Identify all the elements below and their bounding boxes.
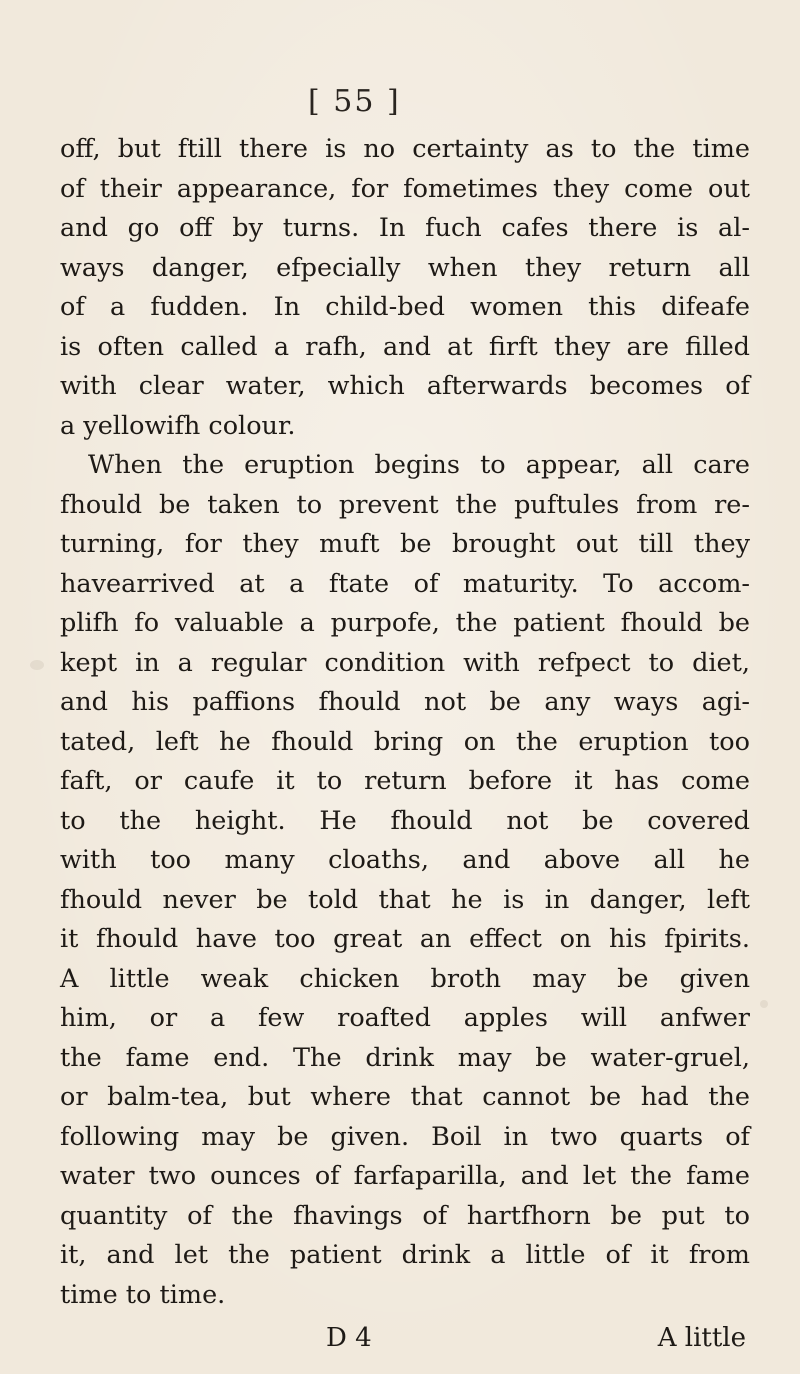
text-line: it, and let the patient drink a little of it from [60, 1240, 750, 1270]
text-line: When the eruption begins to appear, all care [88, 450, 750, 480]
text-line: off, but ftill there is no certainty as to the time [60, 134, 750, 164]
text-line: A little weak chicken broth may be given [60, 963, 750, 994]
text-line: havearrived at a ftate of maturity. To accom- [60, 568, 750, 599]
text-line: following may be given. Boil in two quarts of [60, 1121, 750, 1152]
paper-stain [30, 660, 44, 670]
text-line: quantity of the fhavings of hartfhorn be put to [60, 1200, 750, 1231]
text-line: fhould be taken to prevent the puftules from re- [60, 489, 750, 520]
catchword: A little [657, 1323, 746, 1353]
text-line: it fhould have too great an effect on his fpirits. [60, 924, 750, 954]
text-line: with too many cloaths, and above all he [60, 845, 750, 875]
text-line: of a fudden. In child-bed women this difeafe [60, 292, 750, 322]
text-line: ways danger, efpecially when they return all [60, 252, 750, 283]
text-line: of their appearance, for fometimes they come out [60, 173, 750, 204]
text-line: a yellowifh colour. [60, 410, 296, 441]
text-line: fhould never be told that he is in danger, left [60, 884, 750, 915]
signature-mark: D 4 [326, 1323, 372, 1353]
text-line: to the height. He fhould not be covered [60, 805, 750, 836]
text-line: kept in a regular condition with refpect to diet, [60, 647, 750, 678]
text-line: and go off by turns. In fuch cafes there is al- [60, 213, 750, 243]
text-line: turning, for they muft be brought out till they [60, 529, 750, 559]
text-line: time to time. [60, 1279, 226, 1310]
text-line: and his paffions fhould not be any ways agi- [60, 687, 750, 717]
text-line: with clear water, which afterwards becomes of [60, 371, 750, 401]
text-line: faft, or caufe it to return before it has come [60, 766, 750, 796]
text-line: tated, left he fhould bring on the eruption too [60, 726, 750, 757]
paper-stain [760, 1000, 768, 1008]
body-text [60, 130, 750, 1315]
text-line: the fame end. The drink may be water-gruel, [60, 1042, 750, 1073]
text-line: plifh fo valuable a purpofe, the patient fhould be [60, 608, 750, 638]
text-line: water two ounces of farfaparilla, and let the fame [60, 1161, 750, 1191]
page-number-header: [ 55 ] [308, 84, 401, 119]
text-line: or balm-tea, but where that cannot be had the [60, 1082, 750, 1112]
text-line: is often called a rafh, and at firft they are filled [60, 331, 750, 362]
page-footer [326, 1318, 746, 1358]
text-line: him, or a few roafted apples will anfwer [60, 1003, 750, 1033]
